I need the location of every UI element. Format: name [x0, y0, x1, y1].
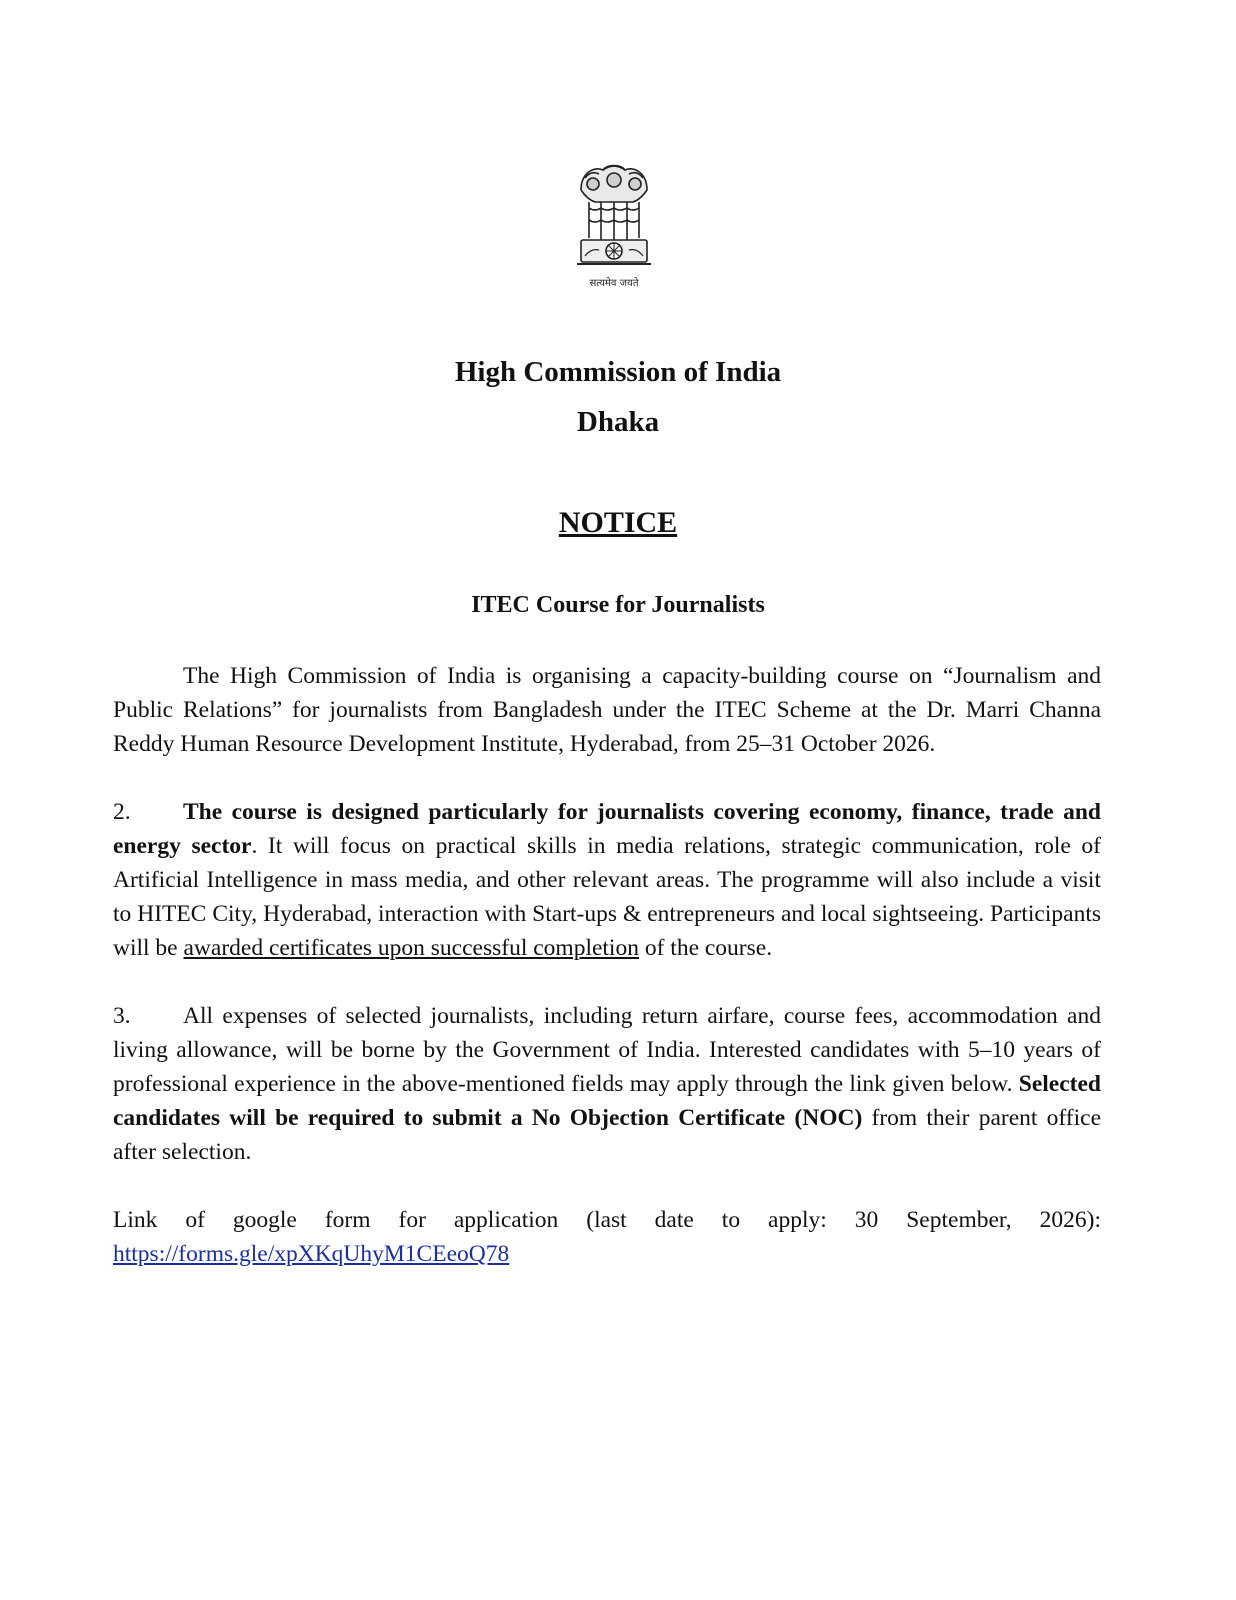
- paragraph-3-number: 3.: [113, 1003, 131, 1029]
- paragraph-3-text-2: from their parent office after selection.: [113, 1105, 1101, 1165]
- paragraph-2: [113, 795, 1101, 965]
- paragraph-2-text-2: of the course.: [638, 935, 773, 961]
- paragraph-3-text-1: All expenses of selected journalists, including return airfare, course fees, accommodation and living allowance, will be borne by the Government of India. Interested candidates with 5–10 years of professional experience in the above-mentioned fields may apply through the link given below.: [113, 1003, 1101, 1097]
- application-link-label: Link of google form for application (last date to apply: 30 September, 2026):: [113, 1207, 1101, 1233]
- application-form-link[interactable]: https://forms.gle/xpXKqUhyM1CEeoQ78: [113, 1241, 510, 1267]
- paragraph-2-bold: The course is designed particularly for journalists covering economy, finance, trade and energy sector: [113, 799, 1101, 859]
- organisation-title: High Commission of India: [454, 356, 782, 388]
- paragraph-3-bold: Selected candidates will be required to submit a No Objection Certificate (NOC): [113, 1071, 1101, 1131]
- paragraph-1-text: The High Commission of India is organising a capacity-building course on “Journalism and Public Relations” for journalists from Bangladesh under the ITEC Scheme at the Dr. Marri Channa Reddy Human Resource Development Institute, Hyderabad, from 25–31 October 2026.: [113, 663, 1101, 757]
- national-emblem-icon: [573, 160, 655, 278]
- paragraph-4: [113, 1203, 1101, 1271]
- notice-subject: ITEC Course for Journalists: [471, 592, 765, 618]
- paragraph-2-number: 2.: [113, 799, 131, 825]
- paragraph-2-underline: awarded certificates upon successful completion: [183, 935, 639, 961]
- paragraph-2-text-1: . It will focus on practical skills in media relations, strategic communication, role of Artificial Intelligence in mass media, and other relevant areas. The programme will also include a visit to HITEC City, Hyderabad, interaction with Start-ups & entrepreneurs and local sightseeing. Participants will be: [113, 833, 1102, 961]
- paragraph-3: [113, 999, 1101, 1169]
- emblem-motto: सत्यमेव जयते: [589, 278, 639, 289]
- paragraph-1: [113, 659, 1101, 761]
- national-emblem: [570, 160, 658, 300]
- city-title: Dhaka: [576, 406, 660, 438]
- notice-title: NOTICE: [558, 506, 678, 539]
